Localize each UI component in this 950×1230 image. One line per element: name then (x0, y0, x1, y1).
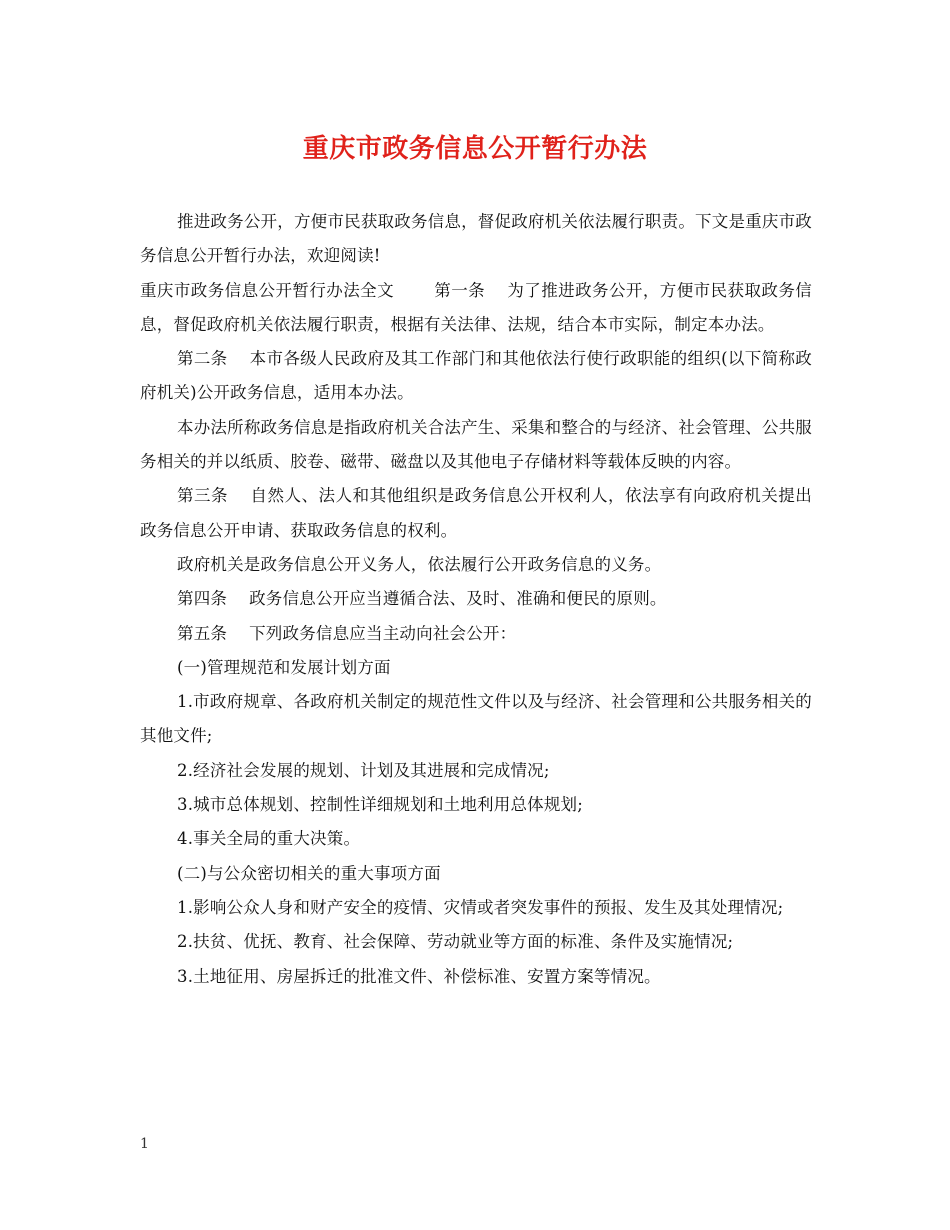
article-5-paragraph (140, 617, 812, 651)
article-4-heading: 第四条 (177, 589, 228, 609)
article-2-heading: 第二条 (177, 349, 228, 369)
section-1-item-3: 3.城市总体规划、控制性详细规划和土地利用总体规划; (177, 795, 584, 815)
article-1-paragraph (140, 274, 812, 343)
document-title: 重庆市政务信息公开暂行办法 (302, 134, 648, 164)
article-2-paragraph-2: 本办法所称政务信息是指政府机关合法产生、采集和整合的与经济、社会管理、公共服务相关的并以纸质、胶卷、磁带、磁盘以及其他电子存储材料等载体反映的内容。 (140, 417, 812, 472)
article-5-text: 下列政务信息应当主动向社会公开： (249, 623, 517, 643)
section-2-heading: (二)与公众密切相关的重大事项方面 (177, 863, 441, 883)
article-3-paragraph (140, 479, 812, 548)
article-1-heading: 第一条 (434, 280, 486, 300)
section-1-item-1: 1.市政府规章、各政府机关制定的规范性文件以及与经济、社会管理和公共服务相关的其他文件; (140, 692, 812, 746)
article-5-heading: 第五条 (177, 623, 228, 643)
section-2-item-1: 1.影响公众人身和财产安全的疫情、灾情或者突发事件的预报、发生及其处理情况; (177, 897, 784, 917)
page-number: 1 (140, 1136, 149, 1152)
article-3-heading: 第三条 (177, 486, 229, 506)
article-1-text: 为了推进政务公开，方便市民获取政务信息，督促政府机关依法履行职责，根据有关法律、法规，结合本市实际，制定本办法。 (140, 280, 812, 334)
section-1-item-2: 2.经济社会发展的规划、计划及其进展和完成情况; (177, 760, 550, 780)
section-1-item-4: 4.事关全局的重大决策。 (177, 829, 361, 849)
fulltext-label: 重庆市政务信息公开暂行办法全文 (140, 280, 395, 300)
intro-paragraph: 推进政务公开，方便市民获取政务信息，督促政府机关依法履行职责。下文是重庆市政务信息公开暂行办法，欢迎阅读! (140, 212, 812, 266)
article-4-text: 政务信息公开应当遵循合法、及时、准确和便民的原则。 (249, 589, 667, 609)
article-3-paragraph-2: 政府机关是政务信息公开义务人，依法履行公开政务信息的义务。 (177, 554, 662, 574)
article-3-text: 自然人、法人和其他组织是政务信息公开权利人，依法享有向政府机关提出政务信息公开申请、获取政务信息的权利。 (140, 486, 812, 540)
section-2-item-2: 2.扶贫、优抚、教育、社会保障、劳动就业等方面的标准、条件及实施情况; (177, 932, 734, 952)
section-1-heading: (一)管理规范和发展计划方面 (177, 657, 391, 677)
article-2-paragraph (140, 342, 812, 411)
document-body (140, 205, 812, 994)
article-4-paragraph (140, 582, 812, 616)
article-2-text: 本市各级人民政府及其工作部门和其他依法行使行政职能的组织(以下简称政府机关)公开政务信息，适用本办法。 (140, 349, 812, 403)
section-2-item-3: 3.土地征用、房屋拆迁的批准文件、补偿标准、安置方案等情况。 (177, 966, 661, 986)
